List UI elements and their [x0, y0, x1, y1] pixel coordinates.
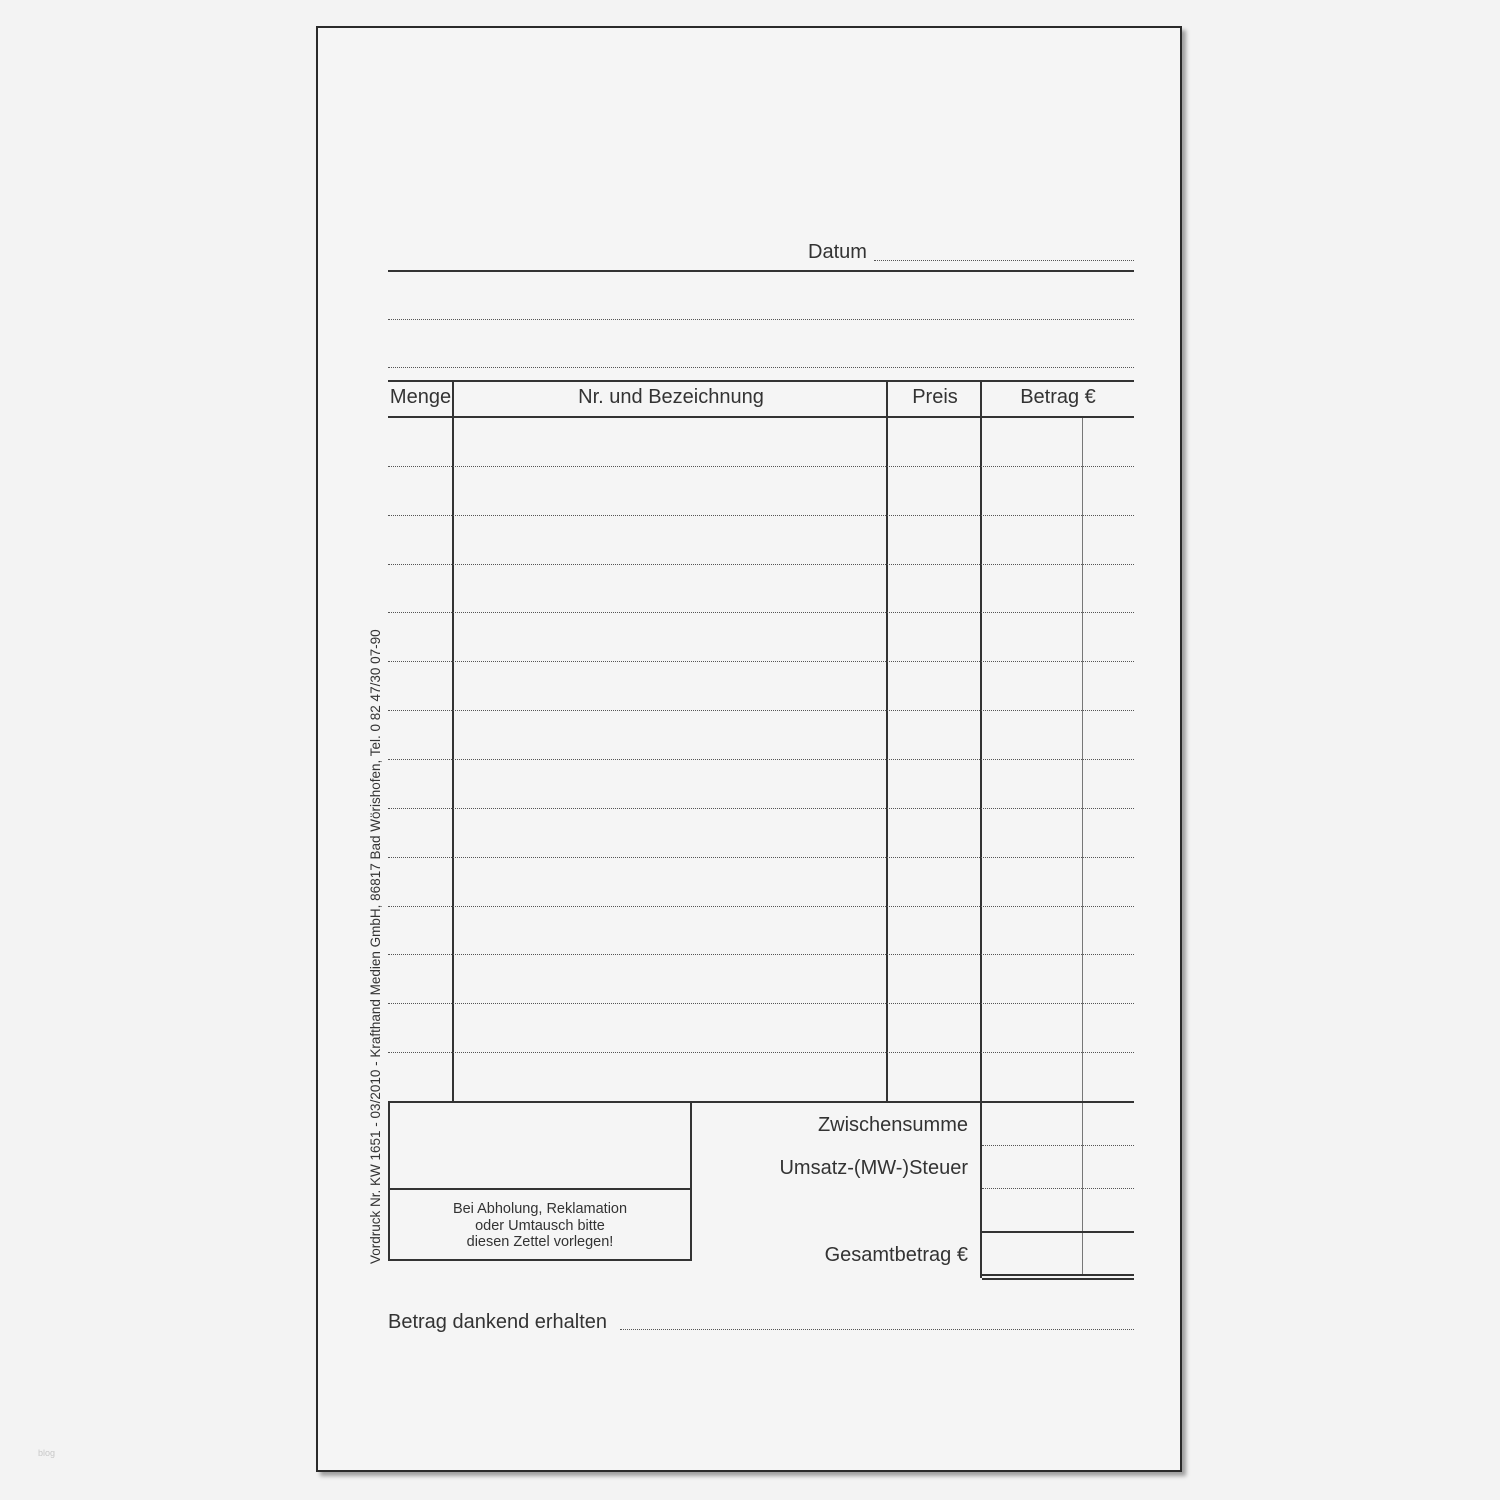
item-row-line[interactable] [388, 1052, 1134, 1053]
gesamt-double-rule-2 [982, 1278, 1134, 1280]
watermark: blog [38, 1448, 56, 1458]
header-bottom-rule [388, 416, 1134, 418]
zwischensumme-label: Zwischensumme [817, 1114, 968, 1136]
address-line-2[interactable] [388, 367, 1134, 368]
receipt-signature-field[interactable] [620, 1329, 1134, 1330]
header-bezeichnung: Nr. und Bezeichnung [578, 386, 764, 408]
steuer-label: Umsatz-(MW-)Steuer [779, 1157, 968, 1179]
item-row-line[interactable] [388, 612, 1134, 613]
side-imprint: Vordruck Nr. KW 1651 - 03/2010 - Krafthand Medien GmbH, 86817 Bad Wörishofen, Tel. 0 82 47/30 07-90 [368, 629, 383, 1264]
item-row-line[interactable] [388, 564, 1134, 565]
divider-bezeichnung [886, 380, 888, 1102]
gesamt-double-rule-1 [982, 1274, 1134, 1276]
item-row-line[interactable] [388, 808, 1134, 809]
item-row-line[interactable] [388, 1003, 1134, 1004]
stamp-box-divider [388, 1188, 692, 1190]
header-rule [388, 270, 1134, 272]
header-menge: Menge [389, 386, 452, 408]
note-line: diesen Zettel vorlegen! [466, 1234, 614, 1250]
header-betrag: Betrag € [1020, 386, 1096, 408]
header-preis: Preis [912, 386, 958, 408]
datum-field[interactable] [874, 260, 1134, 261]
receipt-label: Betrag dankend erhalten [388, 1311, 608, 1333]
item-row-line[interactable] [388, 759, 1134, 760]
table-top-rule [388, 380, 1134, 382]
address-line-1[interactable] [388, 319, 1134, 320]
item-row-line[interactable] [388, 661, 1134, 662]
note-text [390, 1201, 690, 1251]
datum-label: Datum [808, 241, 867, 263]
zwischensumme-field[interactable] [982, 1145, 1134, 1146]
steuer-field[interactable] [982, 1188, 1134, 1189]
item-row-line[interactable] [388, 466, 1134, 467]
gesamt-top-rule [982, 1231, 1134, 1233]
item-row-line[interactable] [388, 906, 1134, 907]
divider-menge [452, 380, 454, 1102]
note-line: oder Umtausch bitte [475, 1217, 605, 1234]
item-row-line[interactable] [388, 954, 1134, 955]
item-row-line[interactable] [388, 710, 1134, 711]
note-line: Bei Abholung, Reklamation [452, 1201, 628, 1217]
receipt-form-sheet [316, 26, 1182, 1472]
item-row-line[interactable] [388, 515, 1134, 516]
gesamtbetrag-label: Gesamtbetrag € [824, 1244, 968, 1266]
item-row-line[interactable] [388, 857, 1134, 858]
divider-cents [1082, 418, 1083, 1276]
